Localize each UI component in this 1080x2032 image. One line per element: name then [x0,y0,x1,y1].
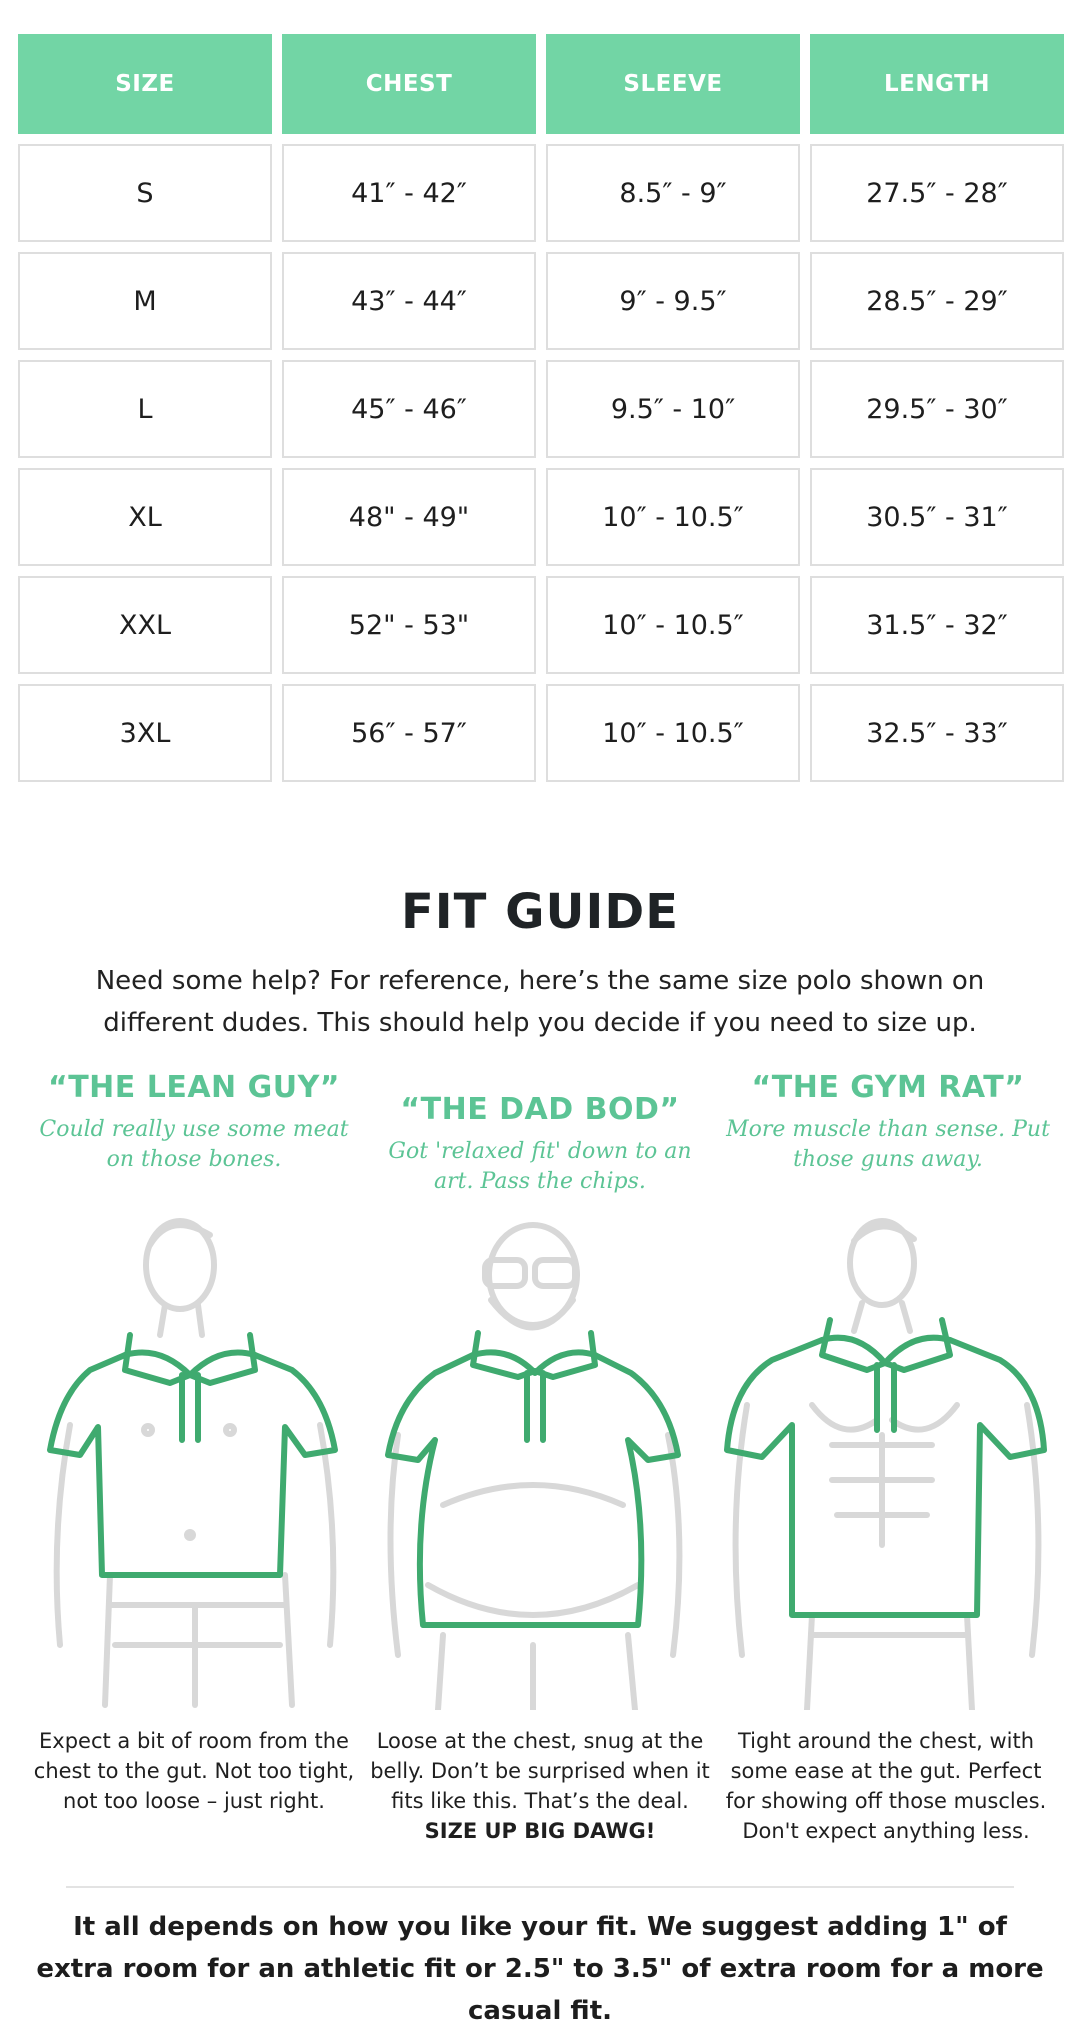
row-m-length: 28.5″ - 29″ [810,252,1064,350]
profile-description-lean-guy [24,1726,364,1816]
row-m-sleeve: 9″ - 9.5″ [546,252,800,350]
fit-guide-title: FIT GUIDE [401,884,679,940]
size-chart-table [18,34,1064,782]
row-3xl-length: 32.5″ - 33″ [810,684,1064,782]
lean-guy-illustration [30,1205,360,1710]
description-text: Loose at the chest, snug at the belly. Don’t be surprised when it fits like this. That’s the deal. [370,1729,710,1813]
dad-bod-illustration [373,1205,703,1710]
row-l-size: L [18,360,272,458]
profile-title: “THE DAD BOD” [400,1092,680,1127]
profile-dad-bod [370,1092,710,1197]
row-xxl-length: 31.5″ - 32″ [810,576,1064,674]
profile-tagline: More muscle than sense. Put those guns away. [726,1117,1050,1172]
description-text: Expect a bit of room from the chest to the gut. Not too tight, not too loose – just right. [33,1729,355,1813]
row-xl-chest: 48" - 49" [282,468,536,566]
fit-guide-intro: Need some help? For reference, here’s the same size polo shown on different dudes. This should help you decide if you need to size up. [95,966,985,1038]
description-text: Tight around the chest, with some ease at the gut. Perfect for showing off those muscles. Don't expect anything less. [725,1729,1047,1843]
row-l-sleeve: 9.5″ - 10″ [546,360,800,458]
profile-description-dad-bod [370,1726,710,1846]
profile-title: “THE GYM RAT” [751,1070,1025,1105]
row-xxl-size: XXL [18,576,272,674]
header-sleeve: SLEEVE [546,34,800,134]
profile-title: “THE LEAN GUY” [47,1070,341,1105]
section-divider [66,1886,1014,1888]
row-m-chest: 43″ - 44″ [282,252,536,350]
header-chest: CHEST [282,34,536,134]
profile-tagline: Got 'relaxed fit' down to an art. Pass the chips. [388,1139,692,1194]
row-s-size: S [18,144,272,242]
row-xl-sleeve: 10″ - 10.5″ [546,468,800,566]
header-size: SIZE [18,34,272,134]
gym-rat-illustration [722,1205,1052,1710]
profile-tagline: Could really use some meat on those bones. [39,1117,349,1172]
fit-recommendation-note: It all depends on how you like your fit. We suggest adding 1" of extra room for an athletic fit or 2.5" to 3.5" of extra room for a more casual fit. [36,1912,1044,2026]
row-l-length: 29.5″ - 30″ [810,360,1064,458]
row-3xl-size: 3XL [18,684,272,782]
row-m-size: M [18,252,272,350]
profile-gym-rat [718,1070,1058,1175]
row-s-chest: 41″ - 42″ [282,144,536,242]
row-xxl-sleeve: 10″ - 10.5″ [546,576,800,674]
profile-description-gym-rat [716,1726,1056,1846]
profile-lean-guy [24,1070,364,1175]
row-l-chest: 45″ - 46″ [282,360,536,458]
header-length: LENGTH [810,34,1064,134]
row-s-sleeve: 8.5″ - 9″ [546,144,800,242]
size-up-callout: SIZE UP BIG DAWG! [424,1819,656,1843]
row-xl-length: 30.5″ - 31″ [810,468,1064,566]
row-xl-size: XL [18,468,272,566]
row-xxl-chest: 52" - 53" [282,576,536,674]
row-3xl-chest: 56″ - 57″ [282,684,536,782]
row-3xl-sleeve: 10″ - 10.5″ [546,684,800,782]
row-s-length: 27.5″ - 28″ [810,144,1064,242]
